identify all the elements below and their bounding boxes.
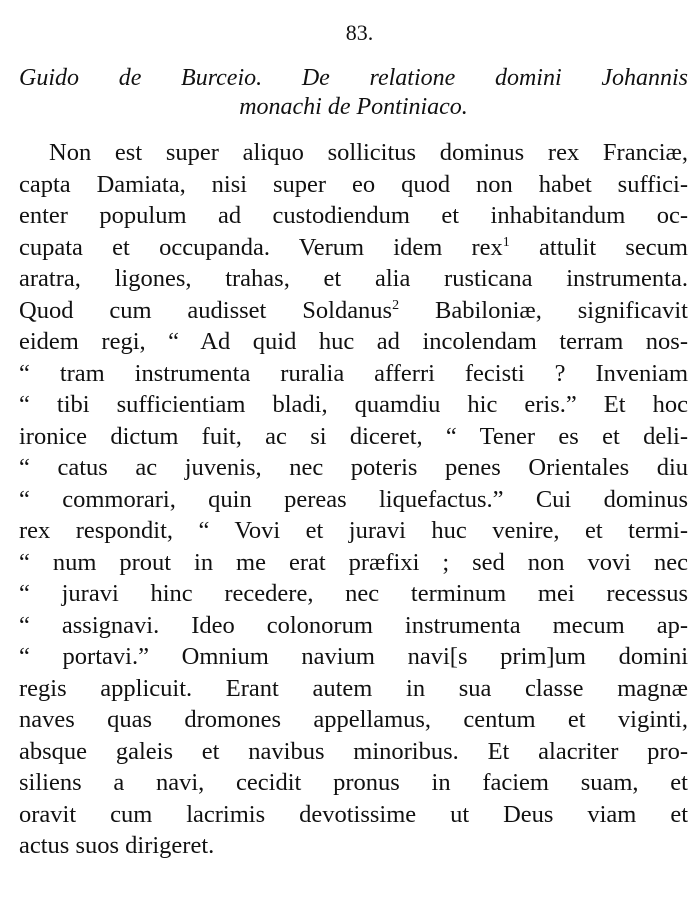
body-line-text-continued: Babiloniæ, significavit [399, 296, 688, 324]
body-line-text: “ catus ac juvenis, nec poteris penes Orientales diu [19, 454, 688, 481]
body-line-text: enter populum ad custodiendum et inhabitandum oc- [19, 202, 688, 229]
body-line-text: naves quas dromones appellamus, centum et viginti, [19, 706, 688, 733]
body-line-text: cupata et occupanda. Verum idem rex [19, 233, 503, 261]
body-line-text-continued: attulit secum [509, 233, 688, 261]
body-line [19, 263, 688, 295]
body-text [19, 137, 688, 862]
body-line [19, 326, 688, 358]
heading-line-2: monachi de Pontiniaco. [239, 94, 468, 120]
body-line-text: rex respondit, “ Vovi et juravi huc venire, et termi- [19, 517, 688, 544]
body-line [19, 673, 688, 705]
body-line-text: “ commorari, quin pereas liquefactus.” Cui dominus [19, 485, 688, 513]
body-line-text: “ tibi sufficientiam bladi, quamdiu hic eris.” Et hoc [19, 391, 688, 418]
body-line-text: absque galeis et navibus minoribus. Et alacriter pro- [19, 737, 688, 765]
body-line-text: “ tram instrumenta ruralia afferri fecisti ? Inveniam [19, 359, 688, 387]
footnote-marker: 1 [502, 234, 510, 250]
body-line [19, 610, 688, 642]
body-line [19, 515, 688, 547]
body-line [19, 830, 688, 862]
body-line [19, 704, 688, 736]
body-line [19, 452, 688, 484]
body-line-text: Non est super aliquo sollicitus dominus rex Franciæ, [49, 139, 688, 166]
body-line-text: ironice dictum fuit, ac si diceret, “ Tener es et deli- [19, 422, 688, 450]
body-line [19, 799, 688, 831]
body-line [19, 295, 688, 327]
body-line [19, 169, 688, 201]
body-line [19, 767, 688, 799]
body-line [19, 736, 688, 768]
body-line [19, 641, 688, 673]
body-line [19, 358, 688, 390]
body-line-text: regis applicuit. Erant autem in sua classe magnæ [19, 674, 688, 702]
page-number: 83. [345, 20, 374, 45]
body-line-text: “ portavi.” Omnium navium navi[s prim]um domini [19, 643, 688, 670]
body-line-text: siliens a navi, cecidit pronus in faciem suam, et [19, 769, 688, 796]
body-line-text: actus suos dirigeret. [19, 832, 215, 859]
body-line-text: aratra, ligones, trahas, et alia rusticana instrumenta. [19, 265, 688, 292]
section-heading [19, 64, 688, 122]
body-line-text: Quod cum audisset Soldanus [19, 296, 393, 324]
body-line-text: “ assignavi. Ideo colonorum instrumenta mecum ap- [19, 611, 688, 639]
body-line-text: oravit cum lacrimis devotissime ut Deus viam et [19, 800, 688, 828]
footnote-marker: 2 [392, 297, 400, 313]
body-line [19, 137, 688, 169]
body-line [19, 578, 688, 610]
body-line [19, 200, 688, 232]
body-line-text: capta Damiata, nisi super eo quod non habet suffici- [19, 170, 688, 198]
body-line [19, 421, 688, 453]
body-line [19, 484, 688, 516]
body-line-text: “ juravi hinc recedere, nec terminum mei recessus [19, 580, 688, 607]
heading-line-1: Guido de Burceio. De relatione domini Johannis [19, 65, 688, 91]
body-line [19, 232, 688, 264]
body-line [19, 547, 688, 579]
body-line [19, 389, 688, 421]
body-line-text: eidem regi, “ Ad quid huc ad incolendam terram nos- [19, 328, 688, 355]
body-line-text: “ num prout in me erat præfixi ; sed non vovi nec [19, 548, 688, 576]
